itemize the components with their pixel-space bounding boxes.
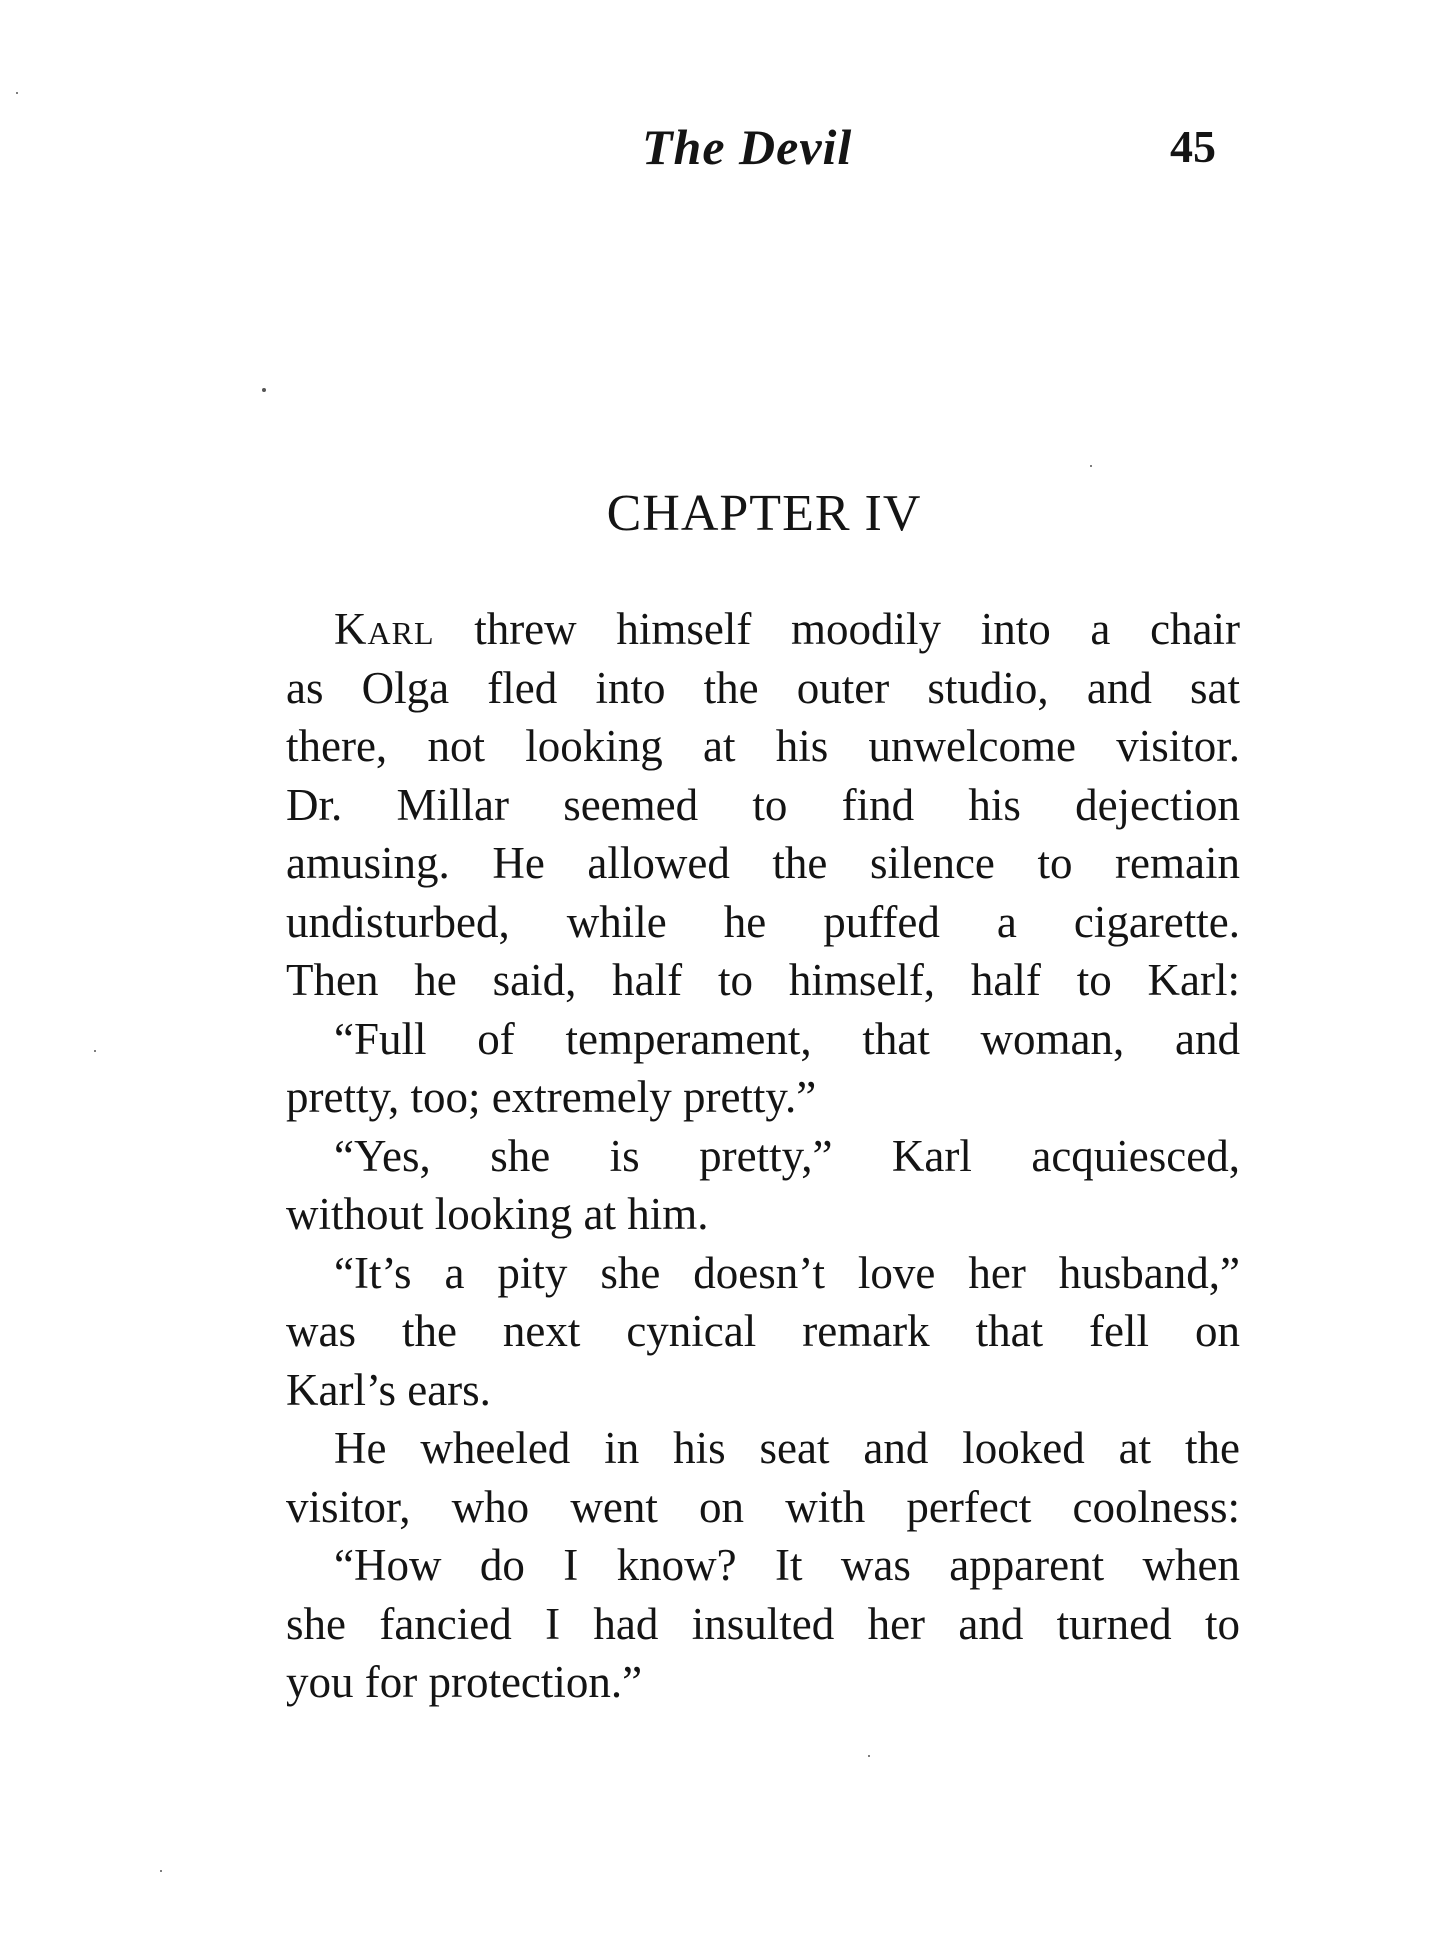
text-line: “It’s a pity she doesn’t love her husband,” [334, 1247, 1240, 1298]
body-text [286, 600, 1240, 1712]
text-line: there, not looking at his unwelcome visitor. [286, 721, 1240, 771]
scan-speck [1090, 465, 1092, 467]
chapter-title [0, 484, 1448, 543]
text-line: Karl’s ears. [286, 1364, 491, 1415]
scan-speck [16, 92, 18, 94]
text-line: you for protection.” [286, 1657, 643, 1707]
scan-speck [262, 388, 266, 392]
scan-speck [94, 1050, 96, 1052]
chapter-title-text: CHAPTER IV [606, 485, 922, 542]
scan-speck [160, 1870, 162, 1872]
text-line: she fancied I had insulted her and turned to [286, 1598, 1240, 1649]
text-line: Dr. Millar seemed to find his dejection [286, 779, 1240, 830]
text-line: as Olga fled into the outer studio, and sat [286, 662, 1240, 713]
text-line: “How do I know? It was apparent when [334, 1540, 1240, 1590]
text-line: “Full of temperament, that woman, and [334, 1013, 1240, 1064]
text-line-1 [286, 600, 1240, 659]
running-title: The Devil [642, 119, 853, 175]
opening-small-caps: Karl [334, 604, 435, 654]
text-line: visitor, who went on with perfect coolness: [286, 1481, 1240, 1532]
text-line: He wheeled in his seat and looked at the [334, 1423, 1240, 1473]
text-line: was the next cynical remark that fell on [286, 1306, 1240, 1356]
text-line: “Yes, she is pretty,” Karl acquiesced, [334, 1130, 1240, 1181]
text-line: pretty, too; extremely pretty.” [286, 1072, 817, 1122]
text-line: amusing. He allowed the silence to remain [286, 838, 1240, 888]
page-number: 45 [1170, 121, 1216, 172]
text-line-1-rest: threw himself moodily into a chair [434, 604, 1240, 654]
text-line: undisturbed, while he puffed a cigarette. [286, 896, 1240, 947]
scan-speck [868, 1755, 870, 1757]
running-head [0, 118, 1448, 178]
text-line: Then he said, half to himself, half to Karl: [286, 955, 1240, 1005]
text-line: without looking at him. [286, 1189, 709, 1239]
